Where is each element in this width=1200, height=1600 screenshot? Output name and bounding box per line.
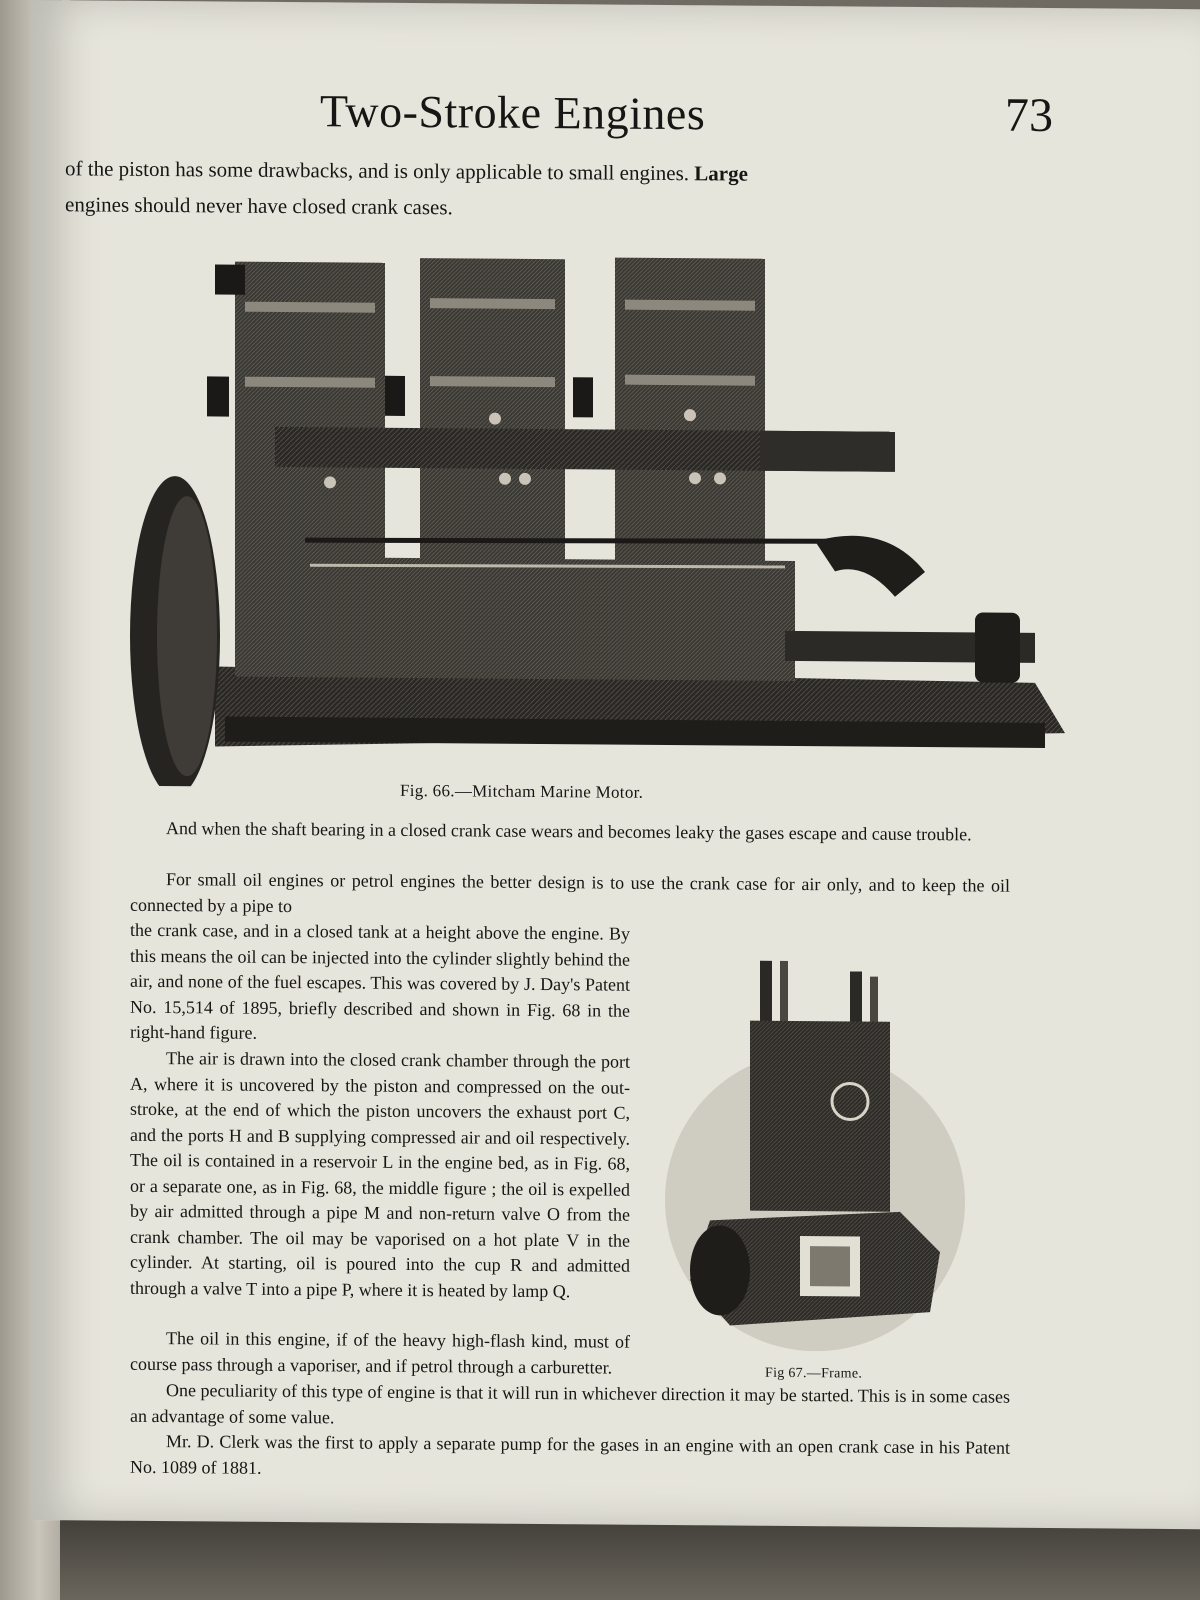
running-head: Two-Stroke Engines [320, 85, 706, 140]
figure-67-caption: Fig 67.—Frame. [765, 1365, 863, 1382]
paragraph-5: One peculiarity of this type of engine is that it will run in whichever direction it may be started. This is in some cases an advantage of some value. [130, 1380, 1010, 1427]
intro-paragraph [65, 150, 1065, 230]
paragraph-4: The oil in this engine, if of the heavy high-flash kind, must of course pass through a vaporiser, and if petrol through a carburetter. [130, 1328, 630, 1378]
frame-illustration [650, 950, 980, 1353]
paragraph-2b: the crank case, and in a closed tank at a height above the engine. By this means the oil can be injected into the cylinder slightly behind the air, and none of the fuel escapes. This was covered by J. Day's Patent No. 15,514 of 1895, briefly described and shown in Fig. 68 in the right-hand figure. [130, 919, 630, 1043]
book-page [30, 0, 1200, 1529]
intro-bold-word: Large [694, 161, 748, 186]
page-number: 73 [1005, 88, 1053, 143]
paragraph-6: Mr. D. Clerk was the first to apply a separate pump for the gases in an engine with an open crank case in his Patent No. 1089 of 1881. [130, 1431, 1010, 1478]
paragraph-3: The air is drawn into the closed crank chamber through the port A, where it is uncovered by the piston and compressed on the out-stroke, at the end of which the piston uncovers the exhaust port C, and the ports H and B supplying compressed air and oil respectively. The oil is contained in a reservoir L in the engine bed, as in Fig. 68, or a separate one, as in Fig. 68, the middle figure ; the oil is expelled by air admitted through a pipe M and non-return valve O from the crank chamber. The oil may be vaporised on a hot plate V in the cylinder. At starting, oil is poured into the cup R and admitted through a valve T into a pipe P, where it is heated by lamp Q. [130, 1048, 630, 1301]
figure-66-caption: Fig. 66.—Mitcham Marine Motor. [400, 780, 644, 802]
marine-motor-illustration [95, 246, 1075, 794]
paragraph-2a: For small oil engines or petrol engines the better design is to use the crank case for air only, and to keep the oil connected by a pipe to [130, 869, 1010, 916]
intro-text-2: engines should never have closed crank cases. [65, 192, 453, 220]
paragraph-1: And when the shaft bearing in a closed crank case wears and becomes leaky the gases escape and cause trouble. [166, 818, 972, 845]
intro-text: of the piston has some drawbacks, and is only applicable to small engines. [65, 156, 690, 186]
